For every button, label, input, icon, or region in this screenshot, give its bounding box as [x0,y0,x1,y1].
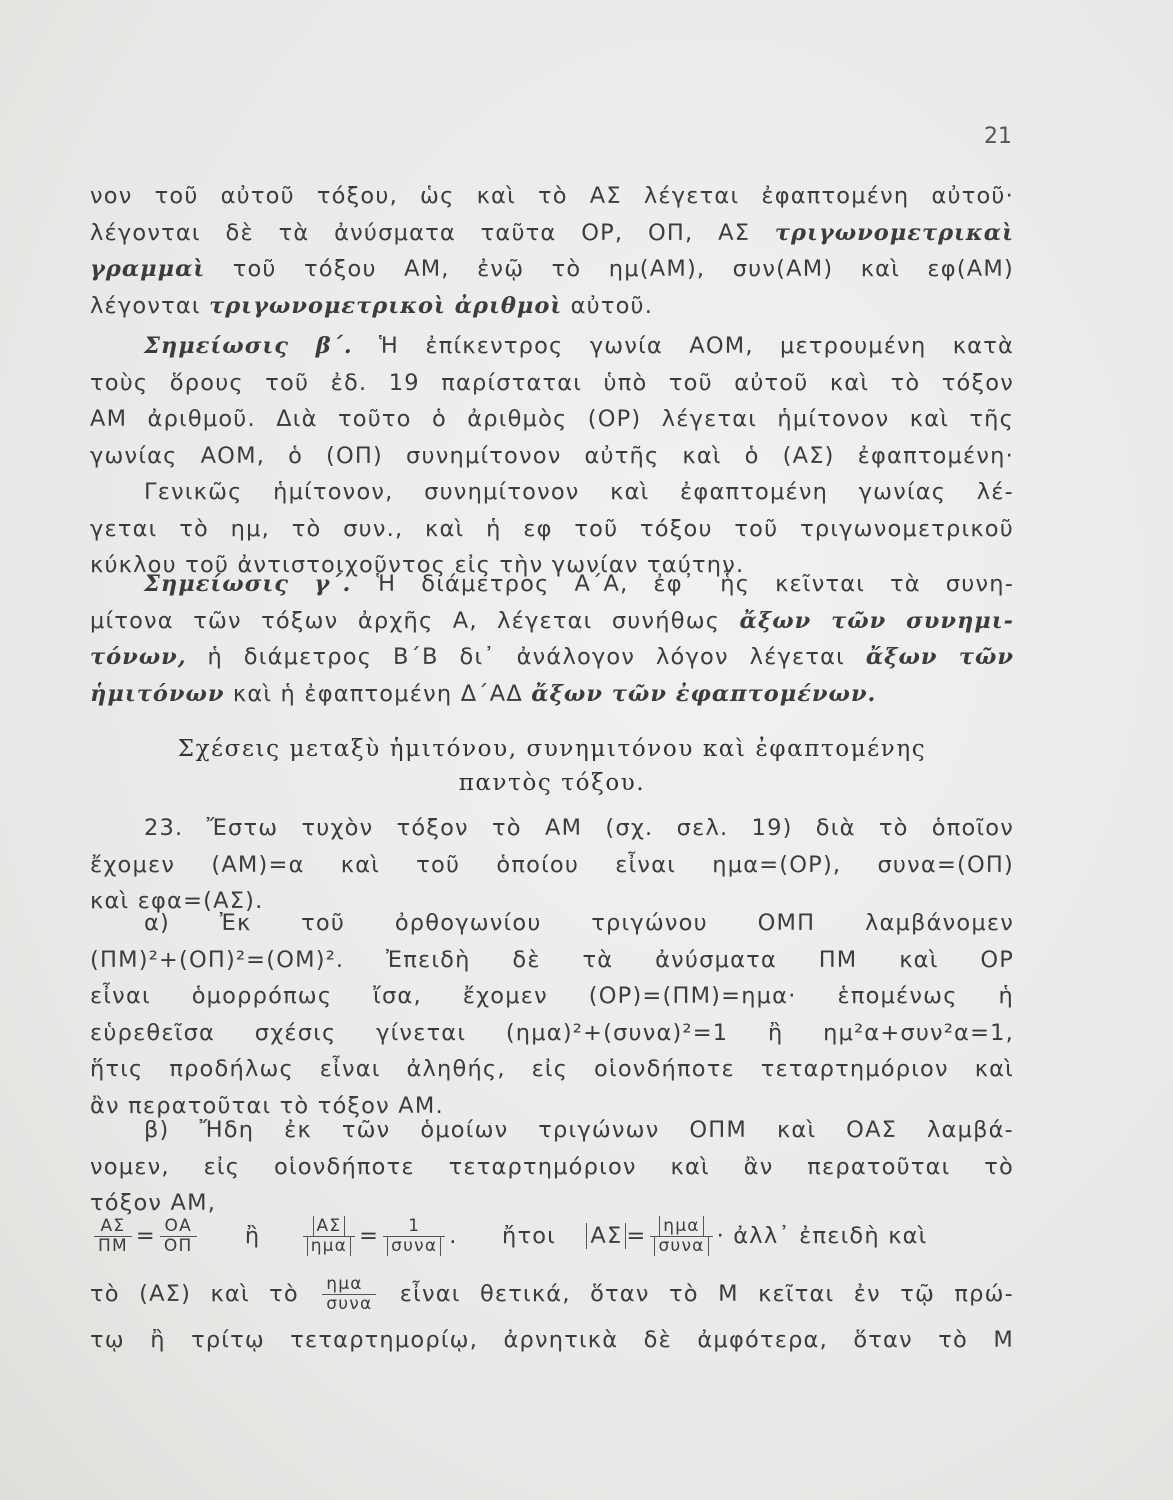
paragraph-definitions [90,178,1014,324]
paragraph-23 [90,810,1014,920]
fraction: $\frac{1}{\text{συνα}}$ [383,1217,445,1256]
section-heading [90,732,1014,800]
text-line: γεται τὸ ημ, τὸ συν., καὶ ἡ εφ τοῦ τόξου τοῦ τριγωνομετρικοῦ [90,515,1014,542]
text-line: γραμμαὶ τοῦ τόξου ΑΜ, ἐνῷ τὸ ημ(ΑΜ), συν(ΑΜ) καὶ εφ(ΑΜ) [90,256,1014,282]
note-label: Σημείωσις β΄. [144,333,353,359]
text-line: Σημείωσις β΄. Ἡ ἐπίκεντρος γωνία ΑΟΜ, μετρουμένη κατὰ [144,333,1014,359]
heading-line: Σχέσεις μεταξὺ ἡμιτόνου, συνημιτόνου καὶ ἐφαπτομένης [177,736,927,762]
text-line: 23. Ἔστω τυχὸν τόξον τὸ ΑΜ (σχ. σελ. 19) διὰ τὸ ὁποῖον [144,815,1014,841]
text-line: τοὺς ὅρους τοῦ ἐδ. 19 παρίσταται ὑπὸ τοῦ αὐτοῦ καὶ τὸ τόξον [90,369,1014,396]
text-line: ἂν περατοῦται τὸ τόξον ΑΜ. [90,1092,444,1119]
page-number: 21 [984,124,1012,149]
fraction: $\frac{\text{ημα}}{\text{συνα}}$ [650,1217,712,1256]
paragraph-a [90,905,1014,1124]
fraction: $\frac{A\Sigma}{\Pi M}$ [94,1217,132,1256]
text-line: τόξον ΑΜ, [90,1190,217,1216]
fraction: $\frac{OA}{O\Pi}$ [160,1217,197,1256]
text-line: τὸ (ΑΣ) καὶ τὸ $\frac{\text{ημα}}{\text{συνα}}$ εἶναι θετικά, ὅταν τὸ Μ κεῖται ἐν τῷ πρώ- [90,1274,1014,1314]
abs-value: ΑΣ [586,1223,626,1249]
text-line: β) Ἤδη ἐκ τῶν ὁμοίων τριγώνων ΟΠΜ καὶ ΟΑΣ λαμβά- [144,1117,1014,1143]
text-line: νομεν, εἰς οἱονδήποτε τεταρτημόριον καὶ ἂν περατοῦται τὸ [90,1153,1014,1180]
heading-line: παντὸς τόξου. [458,770,646,796]
text-line: εἶναι ὁμορρόπως ἴσα, ἔχομεν (ΟΡ)=(ΠΜ)=ημα· ἑπομένως ἡ [90,983,1014,1009]
text-line: λέγονται δὲ τὰ ἀνύσματα ταῦτα ΟΡ, ΟΠ, ΑΣ τριγωνομετρικαὶ [90,219,1014,246]
text-line: ἔχομεν (ΑΜ)=α καὶ τοῦ ὁποίου εἶναι ημα=(ΟΡ), συνα=(ΟΠ) [90,851,1014,878]
fraction: $\frac{\text{ημα}}{\text{συνα}}$ [322,1275,376,1314]
fraction: $\frac{A\Sigma}{\text{ημα}}$ [303,1217,355,1256]
text-line: Γενικῶς ἡμίτονον, συνημίτονον καὶ ἐφαπτομένη γωνίας λέ- [144,479,1014,505]
text-line: κύκλου τοῦ ἀντιστοιχοῦντος εἰς τὴν γωνίαν ταύτην. [90,552,745,578]
text-line: Σημείωσις γ΄. Ἡ διάμετρος Α΄Α, ἐφ᾽ ἧς κεῖνται τὰ συνη- [144,571,1015,597]
text-line: μίτονα τῶν τόξων ἀρχῆς Α, λέγεται συνήθως ἄξων τῶν συνημι- [90,607,1014,634]
text-line: ἥτις προδήλως εἶναι ἀληθής, εἰς οἱονδήποτε τεταρτημόριον καὶ [90,1056,1014,1082]
paragraph-sign [90,1266,1014,1359]
text-line: νον τοῦ αὐτοῦ τόξου, ὡς καὶ τὸ ΑΣ λέγεται ἐφαπτομένη αὐτοῦ· [90,183,1014,209]
text-line: α) Ἐκ τοῦ ὀρθογωνίου τριγώνου ΟΜΠ λαμβάνομεν [144,910,1014,936]
text-line: εὑρεθεῖσα σχέσις γίνεται (ημα)²+(συνα)²=1 ἢ ημ²α+συν²α=1, [90,1019,1014,1046]
equation-line: $\frac{A\Sigma}{\Pi M}$ = $\frac{OA}{O\Pi}$ ἢ $\frac{A\Sigma}{\text{ημα}}$ = $\frac{1}{\text{συνα}}$ . ἤτοι ΑΣ = $\frac{\text{ημα}}{\text{συνα}}$ · ἀλλ᾽ ἐπειδὴ καὶ [90,1208,1014,1264]
paragraph-note-c [90,566,1014,712]
text-line: τῳ ἢ τρίτῳ τεταρτημορίῳ, ἀρνητικὰ δὲ ἀμφότερα, ὅταν τὸ Μ [90,1327,1014,1353]
paragraph-note-b [90,328,1014,584]
text-line: λέγονται τριγωνομετρικοὶ ἀριθμοὶ αὐτοῦ. [90,292,654,319]
text-line: καὶ εφα=(ΑΣ). [90,888,264,914]
text-line: ἡμιτόνων καὶ ἡ ἐφαπτομένη Δ΄ΑΔ ἄξων τῶν ἐφαπτομένων. [90,680,877,707]
text-line: (ΠΜ)²+(ΟΠ)²=(ΟΜ)². Ἐπειδὴ δὲ τὰ ἀνύσματα ΠΜ καὶ ΟΡ [90,946,1014,973]
text-line: ΑΜ ἀριθμοῦ. Διὰ τοῦτο ὁ ἀριθμὸς (ΟΡ) λέγεται ἡμίτονον καὶ τῆς [90,406,1014,432]
note-label: Σημείωσις γ΄. [144,571,352,597]
text-line: γωνίας ΑΟΜ, ὁ (ΟΠ) συνημίτονον αὐτῆς καὶ ὁ (ΑΣ) ἐφαπτομένη· [90,442,1014,469]
text-line: τόνων, ἡ διάμετρος Β΄Β δι᾽ ἀνάλογον λόγον λέγεται ἄξων τῶν [90,644,1014,670]
paragraph-b [90,1112,1014,1222]
